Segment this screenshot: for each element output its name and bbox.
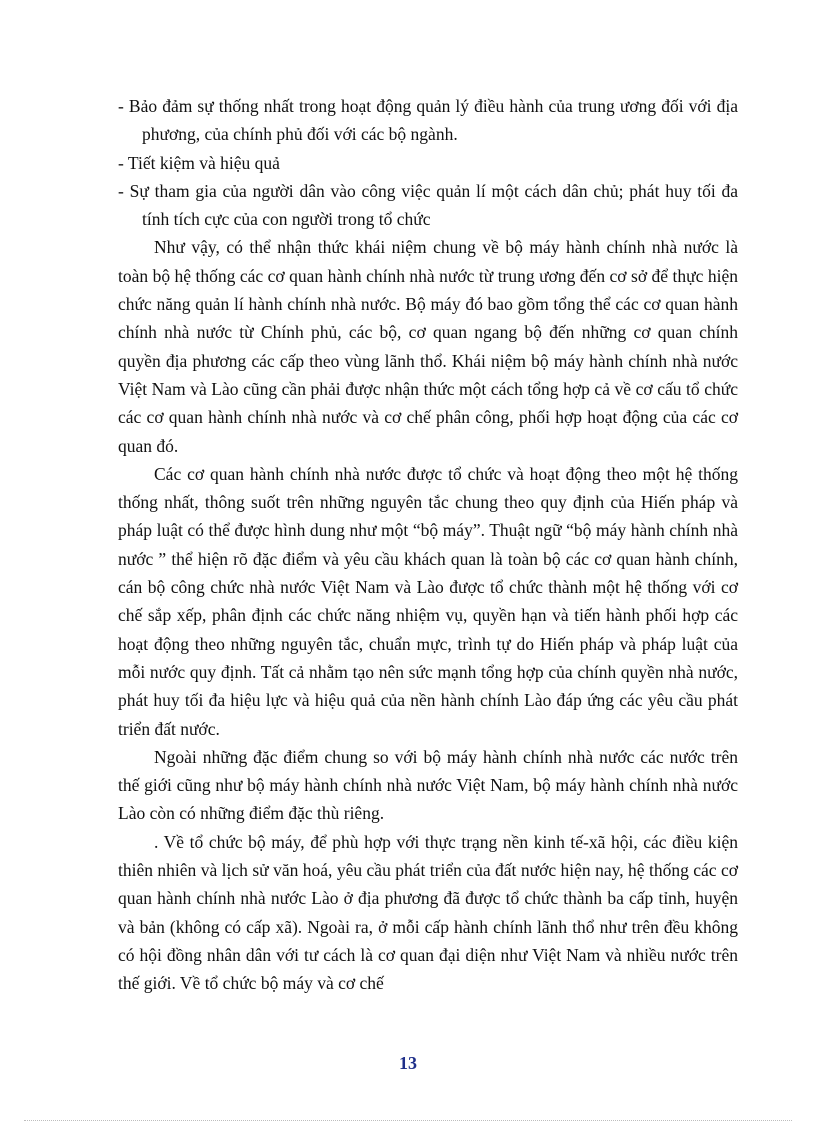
bullet-participation: - Sự tham gia của người dân vào công việc quản lí một cách dân chủ; phát huy tối đa tính tích cực của con người trong tổ chức (118, 180, 738, 230)
paragraph-concept: Như vậy, có thể nhận thức khái niệm chung về bộ máy hành chính nhà nước là toàn bộ hệ thống các cơ quan hành chính nhà nước từ trung ương đến cơ sở để thực hiện chức năng quản lí hành chính nhà nước. Bộ máy đó bao gồm tổng thể các cơ quan hành chính nhà nước từ Chính phủ, các bộ, cơ quan ngang bộ đến những cơ quan chính quyền địa phương các cấp theo vùng lãnh thổ. Khái niệm bộ máy hành chính nhà nước Việt Nam và Lào cũng cần phải được nhận thức một cách tổng hợp cả về cơ cấu tổ chức các cơ quan hành chính nhà nước và cơ chế phân công, phối hợp hoạt động của các cơ quan đó. (118, 237, 738, 456)
bottom-divider (24, 1120, 792, 1121)
body-text (118, 92, 738, 998)
paragraph-lao-specifics: Ngoài những đặc điểm chung so với bộ máy hành chính nhà nước các nước trên thế giới cũng như bộ máy hành chính nhà nước Việt Nam, bộ máy hành chính nhà nước Lào còn có những điểm đặc thù riêng. (118, 746, 738, 824)
bullet-efficiency: - Tiết kiệm và hiệu quả (118, 152, 280, 173)
bullet-unity: - Bảo đảm sự thống nhất trong hoạt động quản lý điều hành của trung ương đối với địa phương, của chính phủ đối với các bộ ngành. (118, 96, 738, 145)
page-number: 13 (399, 1053, 417, 1073)
paragraph-organization: . Về tổ chức bộ máy, để phù hợp với thực trạng nền kinh tế-xã hội, các điều kiện thiên nhiên và lịch sử văn hoá, yêu cầu phát triển của đất nước hiện nay, hệ thống các cơ quan hành chính nhà nước Lào ở địa phương đã được tổ chức thành ba cấp tỉnh, huyện và bản (không có cấp xã). Ngoài ra, ở mỗi cấp hành chính lãnh thổ như trên đều không có hội đồng nhân dân với tư cách là cơ quan đại diện như Việt Nam và nhiều nước trên thế giới. Về tổ chức bộ máy và cơ chế (118, 831, 738, 994)
paragraph-apparatus: Các cơ quan hành chính nhà nước được tổ chức và hoạt động theo một hệ thống thống nhất, thông suốt trên những nguyên tắc chung theo quy định của Hiến pháp và pháp luật có thể được hình dung như một “bộ máy”. Thuật ngữ “bộ máy hành chính nhà nước ” thể hiện rõ đặc điểm và yêu cầu khách quan là toàn bộ các cơ quan hành chính, cán bộ công chức nhà nước Việt Nam và Lào được tổ chức thành một hệ thống với cơ chế sắp xếp, phân định các chức năng nhiệm vụ, quyền hạn và tiến hành phối hợp các hoạt động theo những nguyên tắc, chuẩn mực, trình tự do Hiến pháp và pháp luật của mỗi nước quy định. Tất cả nhằm tạo nên sức mạnh tổng hợp của chính quyền nhà nước, phát huy tối đa hiệu lực và hiệu quả của nền hành chính Lào đáp ứng các yêu cầu phát triển đất nước. (118, 463, 738, 739)
